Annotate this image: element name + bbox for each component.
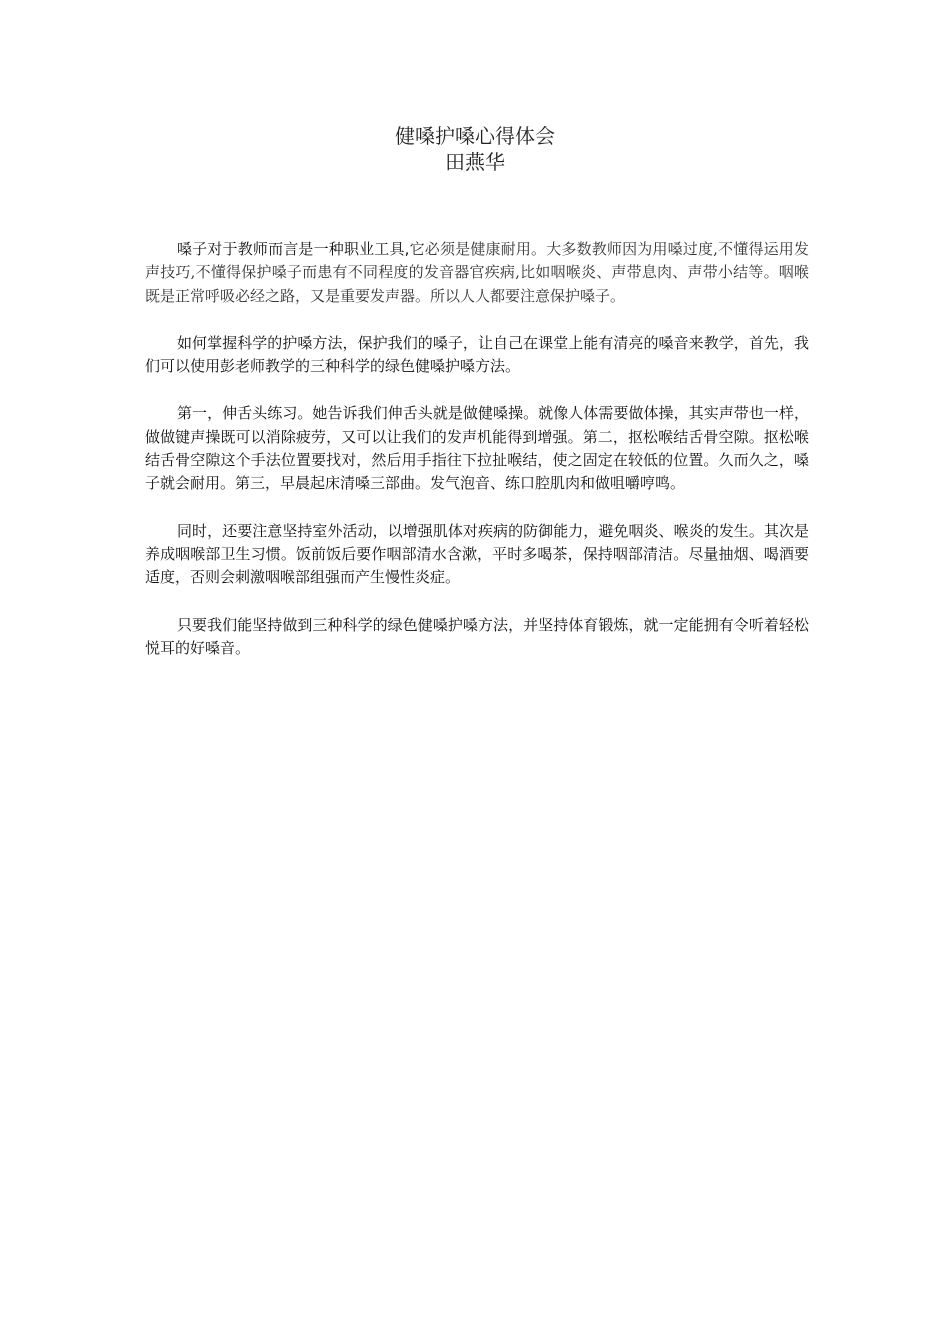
document-author: 田燕华 bbox=[445, 150, 505, 174]
paragraph-5: 只要我们能坚持做到三种科学的绿色健嗓护嗓方法，并坚持体育锻炼，就一定能拥有令听着轻松悦耳的好嗓音。 bbox=[145, 615, 809, 657]
paragraph-2: 如何掌握科学的护嗓方法，保护我们的嗓子，让自己在课堂上能有清亮的嗓音来教学，首先，我们可以使用彭老师教学的三种科学的绿色健嗓护嗓方法。 bbox=[145, 333, 809, 376]
paragraph-1-rest: 它必须是健康耐用。大多数教师因为用嗓过度,不懂得运用发声技巧,不懂得保护嗓子而患有不同程度的发音器官疾病,比如咽喉炎、声带息肉、声带小结等。咽喉既是正常呼吸必经之路，又是重要发声器。所以人人都要注意保护嗓子。 bbox=[145, 240, 809, 305]
document-body bbox=[145, 238, 809, 684]
paragraph-1 bbox=[145, 238, 809, 308]
paragraph-4: 同时，还要注意坚持室外活动，以增强肌体对疾病的防御能力，避免咽炎、喉炎的发生。其次是养成咽喉部卫生习惯。饭前饭后要作咽部清水含漱，平时多喝茶，保持咽部清洁。尽量抽烟、喝酒要适度，否则会刺激咽喉部组强而产生慢性炎症。 bbox=[145, 521, 809, 587]
document-title: 健嗓护嗓心得体会 bbox=[395, 124, 555, 148]
paragraph-1-lead: 嗓子对于教师而言是一种职业工具, bbox=[177, 240, 410, 258]
paragraph-3: 第一，伸舌头练习。她告诉我们伸舌头就是做健嗓操。就像人体需要做体操，其实声带也一样，做做键声操既可以消除疲劳，又可以让我们的发声机能得到增强。第二，抠松喉结舌骨空隙。抠松喉结舌骨空隙这个手法位置要找对，然后用手指往下拉扯喉结，使之固定在较低的位置。久而久之，嗓子就会耐用。第三，早晨起床清嗓三部曲。发气泡音、练口腔肌肉和做咀嚼哼鸣。 bbox=[145, 404, 809, 493]
